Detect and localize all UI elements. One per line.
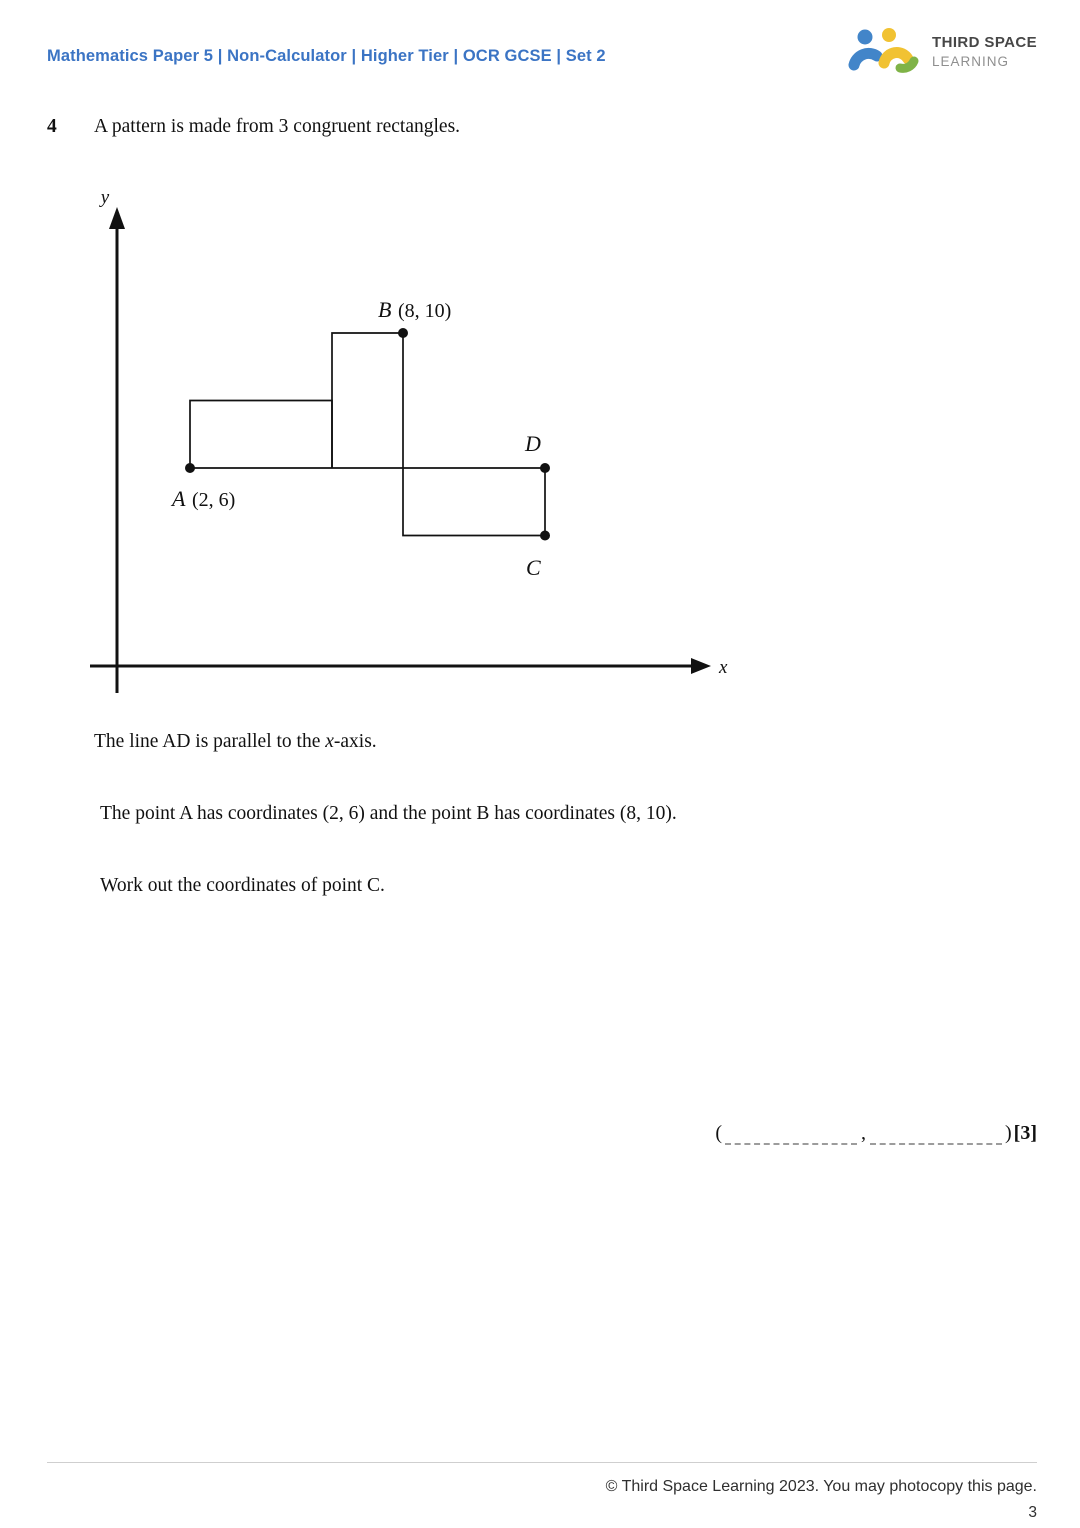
footer-page-number: 3 [1028, 1504, 1037, 1521]
rectangle-1-outline [190, 401, 332, 469]
answer-blank-y[interactable] [870, 1127, 1002, 1145]
logo-text [932, 33, 1037, 70]
footer-divider [47, 1462, 1037, 1463]
answer-close-paren: ) [1005, 1122, 1012, 1144]
answer-comma: , [861, 1122, 866, 1144]
point-dot-a [185, 463, 195, 473]
point-dot-c [540, 531, 550, 541]
line1-x-variable: x [325, 731, 334, 752]
point-dot-b [398, 328, 408, 338]
paragraph-work-out: Work out the coordinates of point C. [100, 875, 385, 896]
logo-line1: THIRD SPACE [932, 34, 1037, 52]
point-label-c: C [526, 555, 541, 580]
question-number: 4 [47, 116, 57, 137]
question-intro: A pattern is made from 3 congruent rectangles. [94, 116, 461, 137]
point-label-a: A [172, 486, 186, 511]
answer-open-paren: ( [715, 1122, 722, 1144]
rectangle-2-outline [332, 333, 403, 468]
logo-blue-head-icon [858, 30, 873, 45]
answer-blank-x[interactable] [725, 1127, 857, 1145]
coordinate-diagram [85, 183, 765, 718]
y-axis-arrow-icon [109, 207, 125, 229]
logo-yellow-body-icon [884, 53, 908, 63]
paragraph-coordinates: The point A has coordinates (2, 6) and the point B has coordinates (8, 10). [100, 803, 677, 824]
point-dot-d [540, 463, 550, 473]
y-axis-label: y [100, 187, 110, 208]
logo-icon [848, 27, 922, 77]
logo-yellow-head-icon [882, 28, 896, 42]
x-axis-arrow-icon [691, 658, 711, 674]
footer-copyright: © Third Space Learning 2023. You may photocopy this page. [605, 1478, 1037, 1495]
paragraph-line-ad [94, 731, 377, 753]
answer-marks: [3] [1013, 1122, 1037, 1144]
paper-title: Mathematics Paper 5 | Non-Calculator | Higher Tier | OCR GCSE | Set 2 [47, 47, 606, 65]
point-label-d: D [525, 431, 541, 456]
point-label-b-coords: (8, 10) [398, 300, 452, 322]
line1-pre: The line AD is parallel to the [94, 731, 326, 752]
line1-post: -axis. [333, 731, 377, 752]
answer-row [715, 1122, 1037, 1145]
x-axis-label: x [719, 657, 728, 678]
point-label-b: B [378, 297, 392, 322]
logo-blue-body-icon [854, 53, 877, 65]
point-label-a-coords: (2, 6) [192, 489, 236, 511]
diagram-svg [85, 183, 765, 713]
rectangle-3-outline [403, 468, 545, 536]
third-space-learning-logo [848, 27, 1037, 77]
logo-line2: LEARNING [932, 53, 1010, 69]
